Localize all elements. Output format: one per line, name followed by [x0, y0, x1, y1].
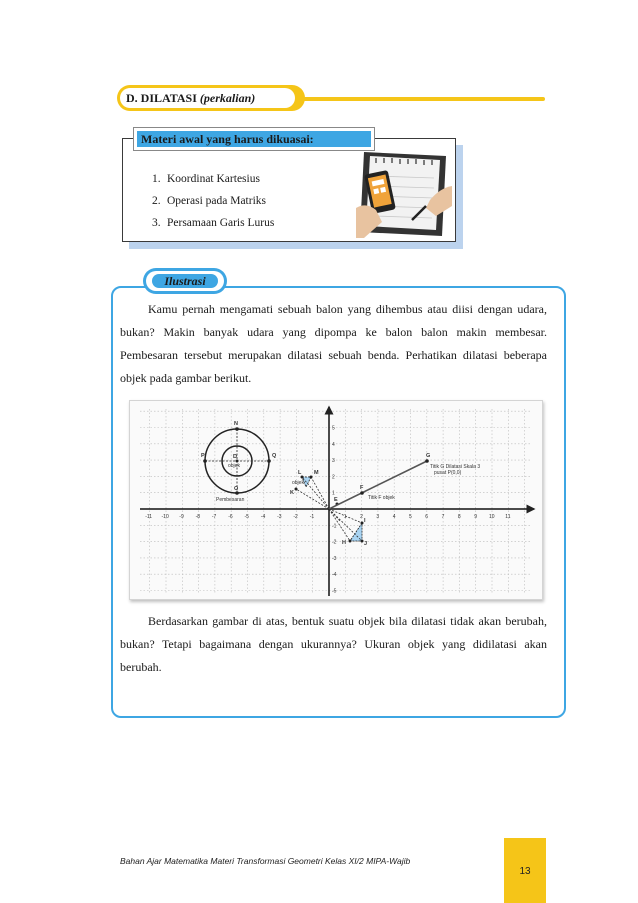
point-label-k: K — [290, 490, 294, 496]
x-tick-label: 10 — [489, 514, 495, 520]
point-label-j: J — [364, 541, 368, 547]
y-tick-label: 4 — [332, 441, 335, 448]
x-tick-label: -1 — [309, 514, 315, 520]
point-label-d: D — [233, 454, 237, 460]
point-label-o: O — [234, 486, 239, 492]
x-tick-label: -10 — [161, 514, 169, 520]
x-tick-label: -3 — [277, 514, 282, 520]
x-tick-label: -8 — [195, 514, 201, 520]
x-tick-label: 9 — [474, 514, 477, 520]
x-tick-label: 4 — [392, 514, 396, 520]
notebook-tablet-icon — [356, 146, 452, 238]
y-tick-label: 2 — [332, 474, 335, 481]
point-label-q: Q — [272, 453, 277, 459]
y-tick-label: -1 — [332, 523, 337, 530]
paragraph: Berdasarkan gambar di atas, bentuk suatu objek bila dilatasi tidak akan berubah, bukan? Tetapi bagaimana dengan ukurannya? Ukuran objek yang didilatasi akan berubah. — [120, 614, 547, 674]
y-tick-label: 5 — [332, 425, 335, 432]
page-number: 13 — [519, 866, 531, 877]
x-tick-label: 8 — [457, 514, 461, 520]
x-tick-label: -2 — [293, 514, 298, 520]
point-label-l: L — [298, 470, 302, 476]
x-tick-label: 3 — [376, 514, 380, 520]
prerequisite-list — [152, 168, 274, 234]
y-tick-label: 1 — [332, 490, 335, 497]
x-tick-label: -4 — [260, 514, 266, 520]
illustration-tab: Ilustrasi — [143, 268, 227, 294]
section-header — [117, 85, 305, 111]
paragraph: Kamu pernah mengamati sebuah balon yang dihembus atau diisi dengan udara, bukan? Makin banyak udara yang dipompa ke balon balon makin membesar. Pembesaran tersebut merupakan dilatasi sebuah benda. Perhatikan dilatasi beberapa objek pada gambar berikut. — [120, 302, 547, 385]
x-tick-label: -9 — [179, 514, 184, 520]
label-objek-triangle: objek — [292, 480, 304, 486]
x-tick-label: 5 — [409, 514, 412, 520]
x-tick-label: -6 — [228, 514, 233, 520]
coordinate-plane — [130, 401, 542, 599]
point-label-h: H — [342, 540, 346, 546]
section-title: D. DILATASI (perkalian) — [120, 88, 295, 108]
x-tick-label: -7 — [211, 514, 217, 520]
label-titik-g-2: pusat P(0,0) — [434, 470, 462, 476]
y-tick-label: -5 — [332, 588, 337, 595]
x-tick-label: 11 — [505, 514, 511, 520]
point-label-i: I — [364, 518, 366, 524]
list-item: 3. Persamaan Garis Lurus — [152, 217, 275, 229]
point-label-m: M — [314, 470, 319, 476]
label-titik-f: Titik F objek — [368, 495, 395, 501]
y-tick-label: -4 — [332, 572, 337, 579]
point-label-e: E — [334, 497, 338, 503]
triangle-dilated — [350, 523, 362, 541]
point-label-f: F — [360, 485, 364, 491]
prerequisite-title: Materi awal yang harus dikuasai: — [133, 127, 375, 151]
y-tick-label: -3 — [332, 555, 337, 562]
x-tick-label: 1 — [343, 514, 347, 520]
footer-text: Bahan Ajar Matematika Materi Transformasi Geometri Kelas XI/2 MIPA-Wajib — [120, 856, 411, 866]
label-objek-circle: objek — [228, 463, 240, 469]
x-tick-label: 2 — [360, 514, 363, 520]
x-tick-label: -5 — [244, 514, 249, 520]
label-pembesaran: Pembesaran — [216, 497, 245, 503]
x-tick-label: -11 — [145, 514, 153, 520]
list-item: 1. Koordinat Kartesius — [152, 173, 260, 185]
y-tick-label: -2 — [332, 539, 337, 546]
page-number-tab — [504, 838, 546, 903]
x-tick-label: 6 — [425, 514, 429, 520]
dilation-figure — [129, 400, 543, 600]
section-divider — [300, 97, 545, 101]
point-label-g: G — [426, 453, 431, 459]
x-tick-label: 7 — [441, 514, 445, 520]
y-tick-labels — [332, 426, 337, 595]
point-label-n: N — [234, 421, 238, 427]
y-tick-label: 3 — [332, 458, 335, 465]
label-titik-g-1: Titik G Dilatasi Skala 3 — [430, 464, 481, 470]
list-item: 2. Operasi pada Matriks — [152, 195, 266, 207]
point-label-p: P — [201, 453, 205, 459]
x-tick-labels — [145, 514, 511, 520]
